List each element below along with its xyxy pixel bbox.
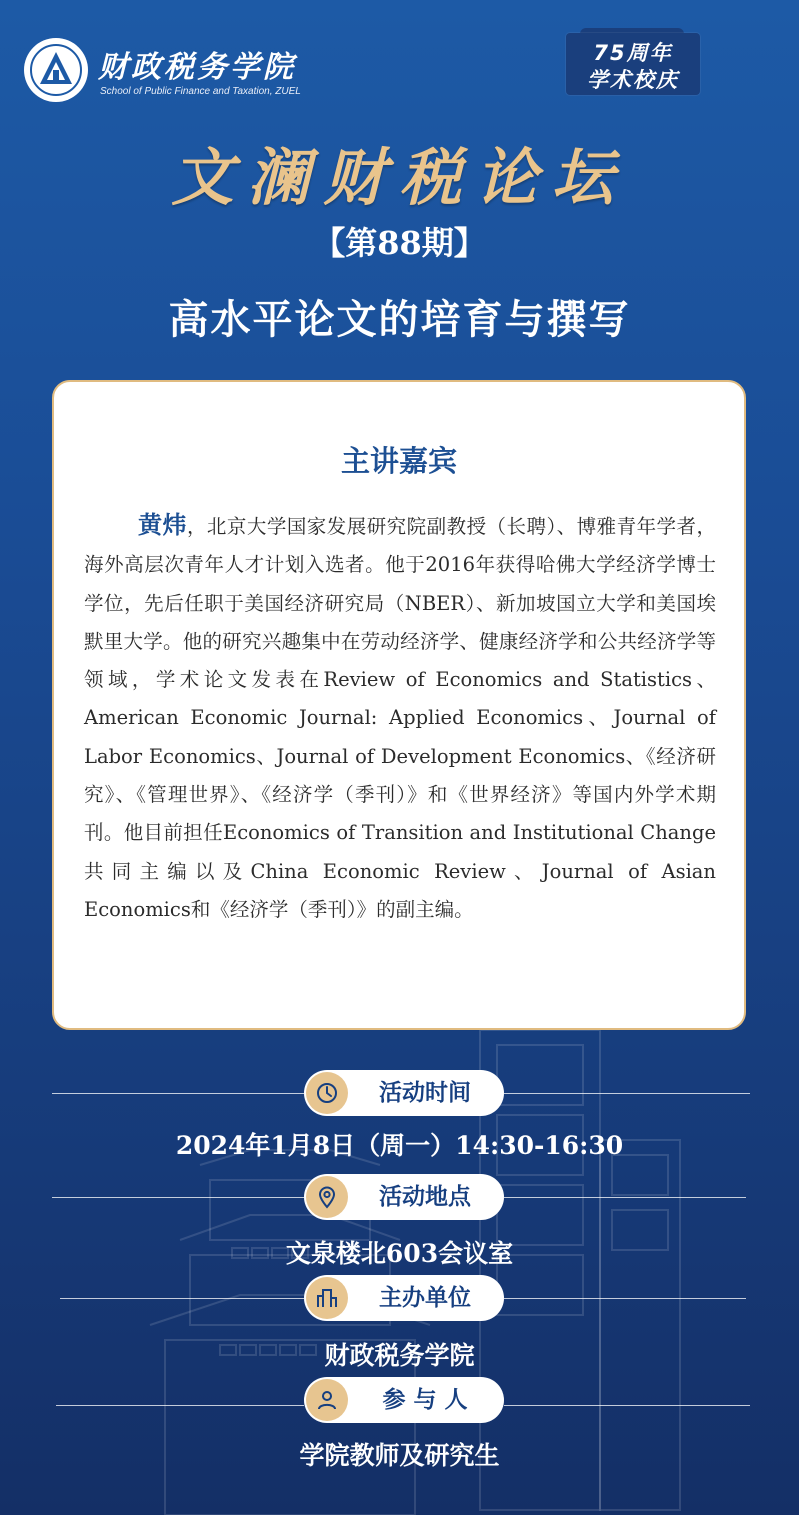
organizer-label: 主办单位 — [379, 1284, 471, 1311]
divider-line — [60, 1298, 304, 1299]
event-time-pill — [304, 1070, 504, 1116]
organizer-pill — [304, 1275, 504, 1321]
participants-value: 学院教师及研究生 — [299, 1441, 500, 1470]
anniversary-badge — [566, 33, 700, 95]
building-icon — [306, 1277, 348, 1319]
speaker-card-heading: 主讲嘉宾 — [340, 444, 457, 478]
participants-label: 参 与 人 — [382, 1386, 468, 1413]
school-name-en: School of Public Finance and Taxation, ZUEL — [100, 86, 301, 97]
school-logo — [22, 36, 322, 106]
participants-pill — [304, 1377, 504, 1423]
event-location-pill — [304, 1174, 504, 1220]
location-pin-icon — [306, 1176, 348, 1218]
divider-line — [504, 1405, 750, 1406]
event-location-value: 文泉楼北603会议室 — [285, 1239, 514, 1268]
school-emblem-icon — [22, 36, 90, 104]
lecture-topic: 高水平论文的培育与撰写 — [168, 296, 631, 343]
speaker-name: 黄炜 — [138, 510, 187, 539]
anniversary-line2: 学术校庆 — [587, 68, 679, 92]
issue-number: 【第88期】 — [313, 224, 486, 262]
divider-line — [504, 1197, 746, 1198]
divider-line — [52, 1197, 304, 1198]
clock-icon — [306, 1072, 348, 1114]
speaker-bio-text: ，北京大学国家发展研究院副教授（长聘）、博雅青年学者，海外高层次青年人才计划入选者。他于2016年获得哈佛大学经济学博士学位，先后任职于美国经济研究局（NBER）、新加坡国立大学和美国埃默里大学。他的研究兴趣集中在劳动经济学、健康经济学和公共经济学等领域，学术论文发表在Review of Economics and Statistics、American Economic Journal: Applied Economics、Journal of Labor Economics、Journal of Development Economics、《经济研究》、《管理世界》、《经济学（季刊）》和《世界经济》等国内外学术期刊。他目前担任Economics of Transition and Institutional Change共同主编以及China Economic Review、Journal of Asian Economics和《经济学（季刊）》的副主编。 — [84, 515, 716, 921]
forum-title: 文澜财税论坛 — [171, 141, 628, 214]
speaker-card — [52, 380, 746, 1030]
divider-line — [504, 1298, 746, 1299]
anniversary-line1: 75周年 — [593, 41, 673, 65]
event-time-label: 活动时间 — [379, 1079, 471, 1106]
person-icon — [306, 1379, 348, 1421]
divider-line — [56, 1405, 304, 1406]
event-time-value: 2024年1月8日（周一）14:30-16:30 — [175, 1131, 624, 1160]
divider-line — [504, 1093, 750, 1094]
event-location-label: 活动地点 — [379, 1183, 471, 1210]
school-name-cn: 财政税务学院 — [98, 50, 296, 85]
speaker-bio — [84, 506, 716, 929]
organizer-value: 财政税务学院 — [324, 1341, 475, 1370]
divider-line — [52, 1093, 304, 1094]
